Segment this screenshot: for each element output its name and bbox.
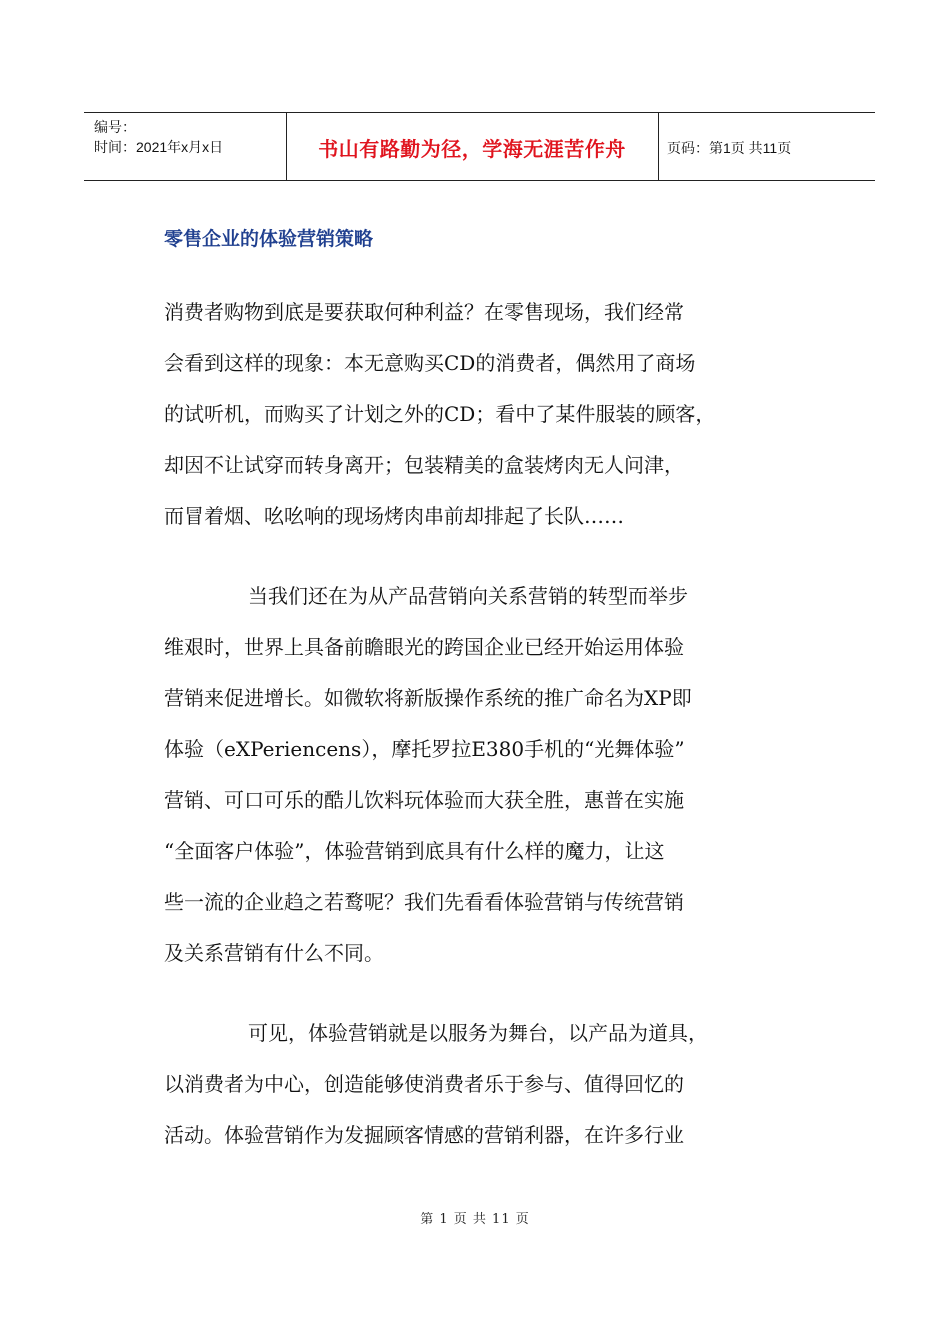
paragraph-line: 会看到这样的现象：本无意购买CD的消费者，偶然用了商场 xyxy=(164,351,696,375)
paragraph-line: 维艰时，世界上具备前瞻眼光的跨国企业已经开始运用体验 xyxy=(164,635,684,659)
paragraph-line: 活动。体验营销作为发掘顾客情感的营销利器，在许多行业 xyxy=(164,1123,684,1147)
paragraph-3 xyxy=(164,1008,809,1161)
header-meta xyxy=(94,117,223,157)
paragraph-line: 及关系营销有什么不同。 xyxy=(164,941,384,965)
paragraph-line: 消费者购物到底是要获取何种利益？在零售现场，我们经常 xyxy=(164,300,684,324)
header-motto: 书山有路勤为径，学海无涯苦作舟 xyxy=(318,137,626,161)
paragraph-line: 当我们还在为从产品营销向关系营销的转型而举步 xyxy=(248,584,688,608)
document-number-label: 编号： xyxy=(94,119,136,135)
paragraph-line: 些一流的企业趋之若鹜呢？我们先看看体验营销与传统营销 xyxy=(164,890,684,914)
header-divider xyxy=(658,113,659,180)
paragraph-line: 以消费者为中心，创造能够使消费者乐于参与、值得回忆的 xyxy=(164,1072,684,1096)
header-page-label: 页码：第1页 共11页 xyxy=(667,139,792,156)
paragraph-2 xyxy=(164,571,809,979)
document-date-label: 时间：2021年x月x日 xyxy=(94,139,224,155)
document-header xyxy=(84,112,875,181)
paragraph-1 xyxy=(164,287,809,542)
paragraph-line: 营销、可口可乐的酷儿饮料玩体验而大获全胜，惠普在实施 xyxy=(164,788,684,812)
paragraph-line: 体验（eXPeriencens），摩托罗拉E380手机的“光舞体验” xyxy=(164,737,685,761)
paragraph-line: 可见，体验营销就是以服务为舞台，以产品为道具， xyxy=(248,1021,708,1045)
paragraph-line: 却因不让试穿而转身离开；包装精美的盒装烤肉无人问津， xyxy=(164,453,684,477)
paragraph-line: 而冒着烟、吆吆响的现场烤肉串前却排起了长队…… xyxy=(164,504,624,528)
paragraph-line: 营销来促进增长。如微软将新版操作系统的推广命名为XP即 xyxy=(164,686,692,710)
page-footer: 第 1 页 共 11 页 xyxy=(420,1212,530,1227)
paragraph-line: “全面客户体验”，体验营销到底具有什么样的魔力，让这 xyxy=(164,839,665,863)
document-title: 零售企业的体验营销策略 xyxy=(164,228,374,250)
paragraph-line: 的试听机，而购买了计划之外的CD；看中了某件服装的顾客， xyxy=(164,402,716,426)
